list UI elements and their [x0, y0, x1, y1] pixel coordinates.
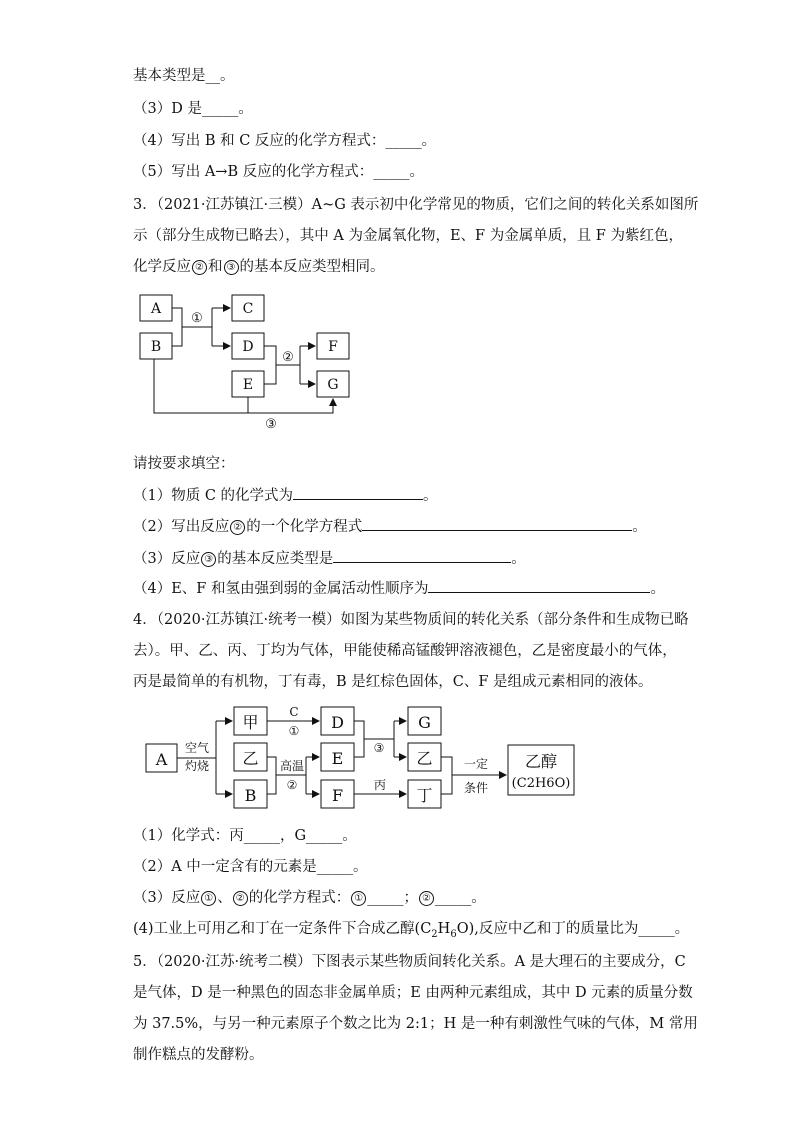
sub-question-3: （3）反应 ③ 的基本反应类型是 。 [133, 548, 526, 569]
question-3-line-1: 3．（2021·江苏镇江·三模）A~G 表示初中化学常见的物质，它们之间的转化关系如图所 [133, 197, 699, 213]
label-B: B [244, 786, 257, 805]
label-air: 空气 [184, 741, 210, 755]
question-4-line-1: 4．（2020·江苏镇江·统考一模）如图为某些物质间的转化关系（部分条件和生成物已略 [133, 612, 689, 628]
label-A: A [150, 301, 162, 317]
label-F: F [331, 786, 344, 805]
label-E: E [331, 749, 344, 768]
label-E: E [242, 377, 254, 393]
label-B: B [150, 339, 162, 355]
question-5-line-4: 制作糕点的发酵粉。 [133, 1047, 264, 1063]
label-certain: 一定 [463, 757, 489, 771]
answer-blank[interactable] [293, 485, 423, 500]
answer-part-4: (4)工业上可用乙和丁在一定条件下合成乙醇$(C_2H_6O)$,反应中乙和丁的质量比为_____。 [133, 921, 690, 940]
label-D: D [331, 713, 344, 732]
circled-2: ② [230, 520, 245, 535]
box-F [317, 333, 349, 359]
reaction-label-3: ③ [265, 417, 277, 432]
question-3-line-2: 示（部分生成物已略去），其中 A 为金属氧化物，E、F 为金属单质，且 F 为紫红色， [133, 228, 683, 244]
question-4-line-3: 丙是最简单的有机物，丁有毒，B 是红棕色固体，C、F 是组成元素相同的液体。 [133, 674, 653, 690]
label-D: D [242, 339, 254, 355]
circled-1: ① [201, 891, 216, 906]
label-condition: 条件 [463, 781, 489, 795]
box-A [140, 295, 172, 321]
circled-2: ② [419, 891, 434, 906]
sub-question-1: （1）物质 C 的化学式为 。 [133, 485, 438, 506]
reaction-label-1: ① [191, 311, 203, 326]
question-3-line-3: 化学反应 ② 和 ③ 的基本反应类型相同。 [133, 259, 385, 275]
question-part-5: （5）写出 A→B 反应的化学方程式：_____。 [133, 164, 424, 180]
label-ethanol: 乙醇 [524, 752, 558, 771]
answer-blank[interactable] [362, 516, 632, 531]
reaction-label-2: ② [282, 350, 294, 365]
question-part-3: （3）D 是_____。 [133, 101, 253, 117]
question-5-line-1: 5．（2020·江苏·统考二模）下图表示某些物质间转化关系。A 是大理石的主要成分，C [133, 954, 686, 970]
label-yi-2: 乙 [416, 749, 433, 768]
box-B [140, 333, 172, 359]
box-C [232, 295, 264, 321]
text-line: 基本类型是__。 [133, 68, 235, 84]
label-ethanol-formula: (C2H6O) [511, 776, 571, 791]
reaction-label-1: ① [288, 724, 300, 738]
circled-2: ② [233, 891, 248, 906]
label-bing: 丙 [373, 778, 387, 792]
label-G: G [327, 377, 339, 393]
answer-part-2: （2）A 中一定含有的元素是_____。 [133, 859, 368, 875]
label-burn: 灼烧 [184, 759, 210, 773]
box-D [232, 333, 264, 359]
answer-part-3: （3）反应 ① 、 ② 的化学方程式： ① _____； ② _____。 [133, 890, 486, 906]
answer-part-1: （1）化学式：丙_____，G_____。 [133, 828, 357, 844]
circled-1: ① [351, 891, 366, 906]
sub-question-2: （2）写出反应 ② 的一个化学方程式 。 [133, 516, 647, 537]
question-part-4: （4）写出 B 和 C 反应的化学方程式：_____。 [133, 133, 437, 149]
answer-blank[interactable] [428, 578, 650, 593]
answer-blank[interactable] [333, 548, 511, 563]
label-yi: 乙 [242, 749, 259, 768]
box-E [232, 371, 264, 397]
label-F: F [328, 339, 338, 355]
label-G: G [418, 713, 431, 732]
label-jia: 甲 [242, 713, 259, 732]
question-4-line-2: 去）。甲、乙、丙、丁均为气体，甲能使稀高锰酸钾溶液褪色，乙是密度最小的气体， [133, 643, 677, 659]
reaction-label-2: ② [286, 778, 298, 792]
circled-2: ② [192, 260, 207, 275]
label-high-temp: 高温 [279, 759, 305, 773]
circled-3: ③ [201, 552, 216, 567]
fill-intro: 请按要求填空： [133, 456, 235, 472]
question-5-line-3: 为 37.5%，与另一种元素原子个数之比为 2:1；H 是一种有刺激性气味的气体，M 常用 [133, 1016, 698, 1032]
circled-3: ③ [224, 260, 239, 275]
label-A: A [155, 750, 168, 769]
label-C: C [289, 705, 299, 719]
reaction-label-3: ③ [373, 741, 385, 755]
sub-question-4: （4）E、F 和氢由强到弱的金属活动性顺序为 。 [133, 578, 665, 599]
label-C: C [242, 301, 254, 317]
question-5-line-2: 是气体，D 是一种黑色的固态非金属单质；E 由两种元素组成，其中 D 元素的质量分数 [133, 985, 693, 1001]
box-G [317, 371, 349, 397]
label-ding: 丁 [416, 786, 433, 805]
